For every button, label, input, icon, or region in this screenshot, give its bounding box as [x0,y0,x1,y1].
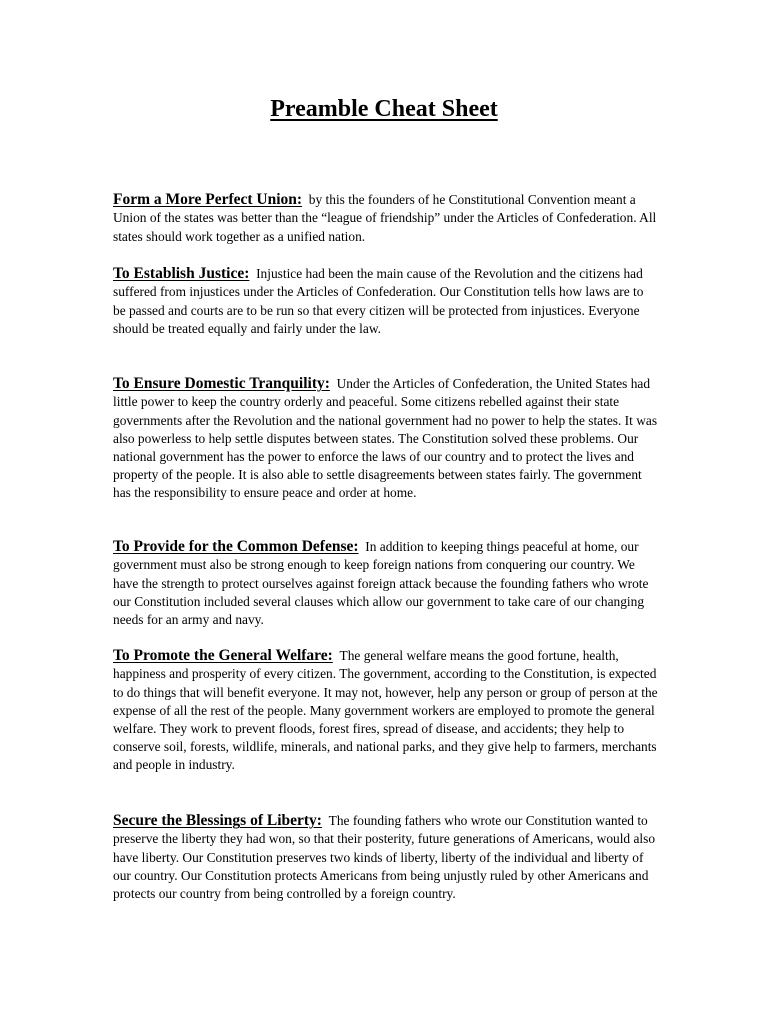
page-title: Preamble Cheat Sheet [270,96,498,122]
section-perfect-union [113,191,659,245]
section-text: In addition to keeping things peaceful at home, our government must also be strong enough to keep foreign nations from conquering our country. We have the strength to protect ourselves against foreign attack because the founding fathers who wrote our Constitution included several clauses which allow our government to take care of our changing needs for an army and navy. [113,539,649,627]
section-heading: To Ensure Domestic Tranquility: [113,375,330,393]
section-establish-justice [113,265,659,337]
section-heading: Form a More Perfect Union: [113,191,303,209]
section-text: The general welfare means the good fortune, health, happiness and prosperity of every citizen. The government, according to the Constitution, is expected to do things that will benefit everyone. It may not, however, help any person or group of person at the expense of all the rest of the people. Many government workers are employed to promote the general welfare. They work to prevent floods, forest fires, spread of disease, and accidents; they help to conserve soil, forests, wildlife, minerals, and national parks, and they give help to farmers, merchants and people in industry. [113,648,658,772]
section-text: Under the Articles of Confederation, the United States had little power to keep the country orderly and peaceful. Some citizens rebelled against their state governments after the Revolution and the national government had no power to help the states. It was also powerless to help settle disputes between states. The Constitution solved these problems. Our national government has the power to enforce the laws of our country and to protect the lives and property of the people. It is also able to settle disagreements between states fairly. The government has the responsibility to ensure peace and order at home. [113,376,658,500]
page-title-block [0,94,768,124]
section-text: by this the founders of he Constitutional Convention meant a Union of the states was better than the “league of friendship” under the Articles of Confederation. All states should work together as a unified nation. [113,192,657,244]
section-blessings-of-liberty [113,812,659,902]
section-heading: To Provide for the Common Defense: [113,538,359,556]
section-text: Injustice had been the main cause of the Revolution and the citizens had suffered from injustices under the Articles of Confederation. Our Constitution tells how laws are to be passed and courts are to be run so that every citizen will be protected from injustices. Everyone should be treated equally and fairly under the law. [113,266,644,336]
section-common-defense [113,538,659,628]
section-general-welfare [113,647,659,774]
section-heading: To Promote the General Welfare: [113,647,333,665]
section-heading: To Establish Justice: [113,265,250,283]
section-heading: Secure the Blessings of Liberty: [113,812,322,830]
section-text: The founding fathers who wrote our Constitution wanted to preserve the liberty they had won, so that their posterity, future generations of Americans, would also have liberty. Our Constitution preserves two kinds of liberty, liberty of the individual and liberty of our country. Our Constitution protects Americans from being unjustly ruled by other Americans and protects our country from being controlled by a foreign country. [113,813,656,901]
section-domestic-tranquility [113,375,659,502]
